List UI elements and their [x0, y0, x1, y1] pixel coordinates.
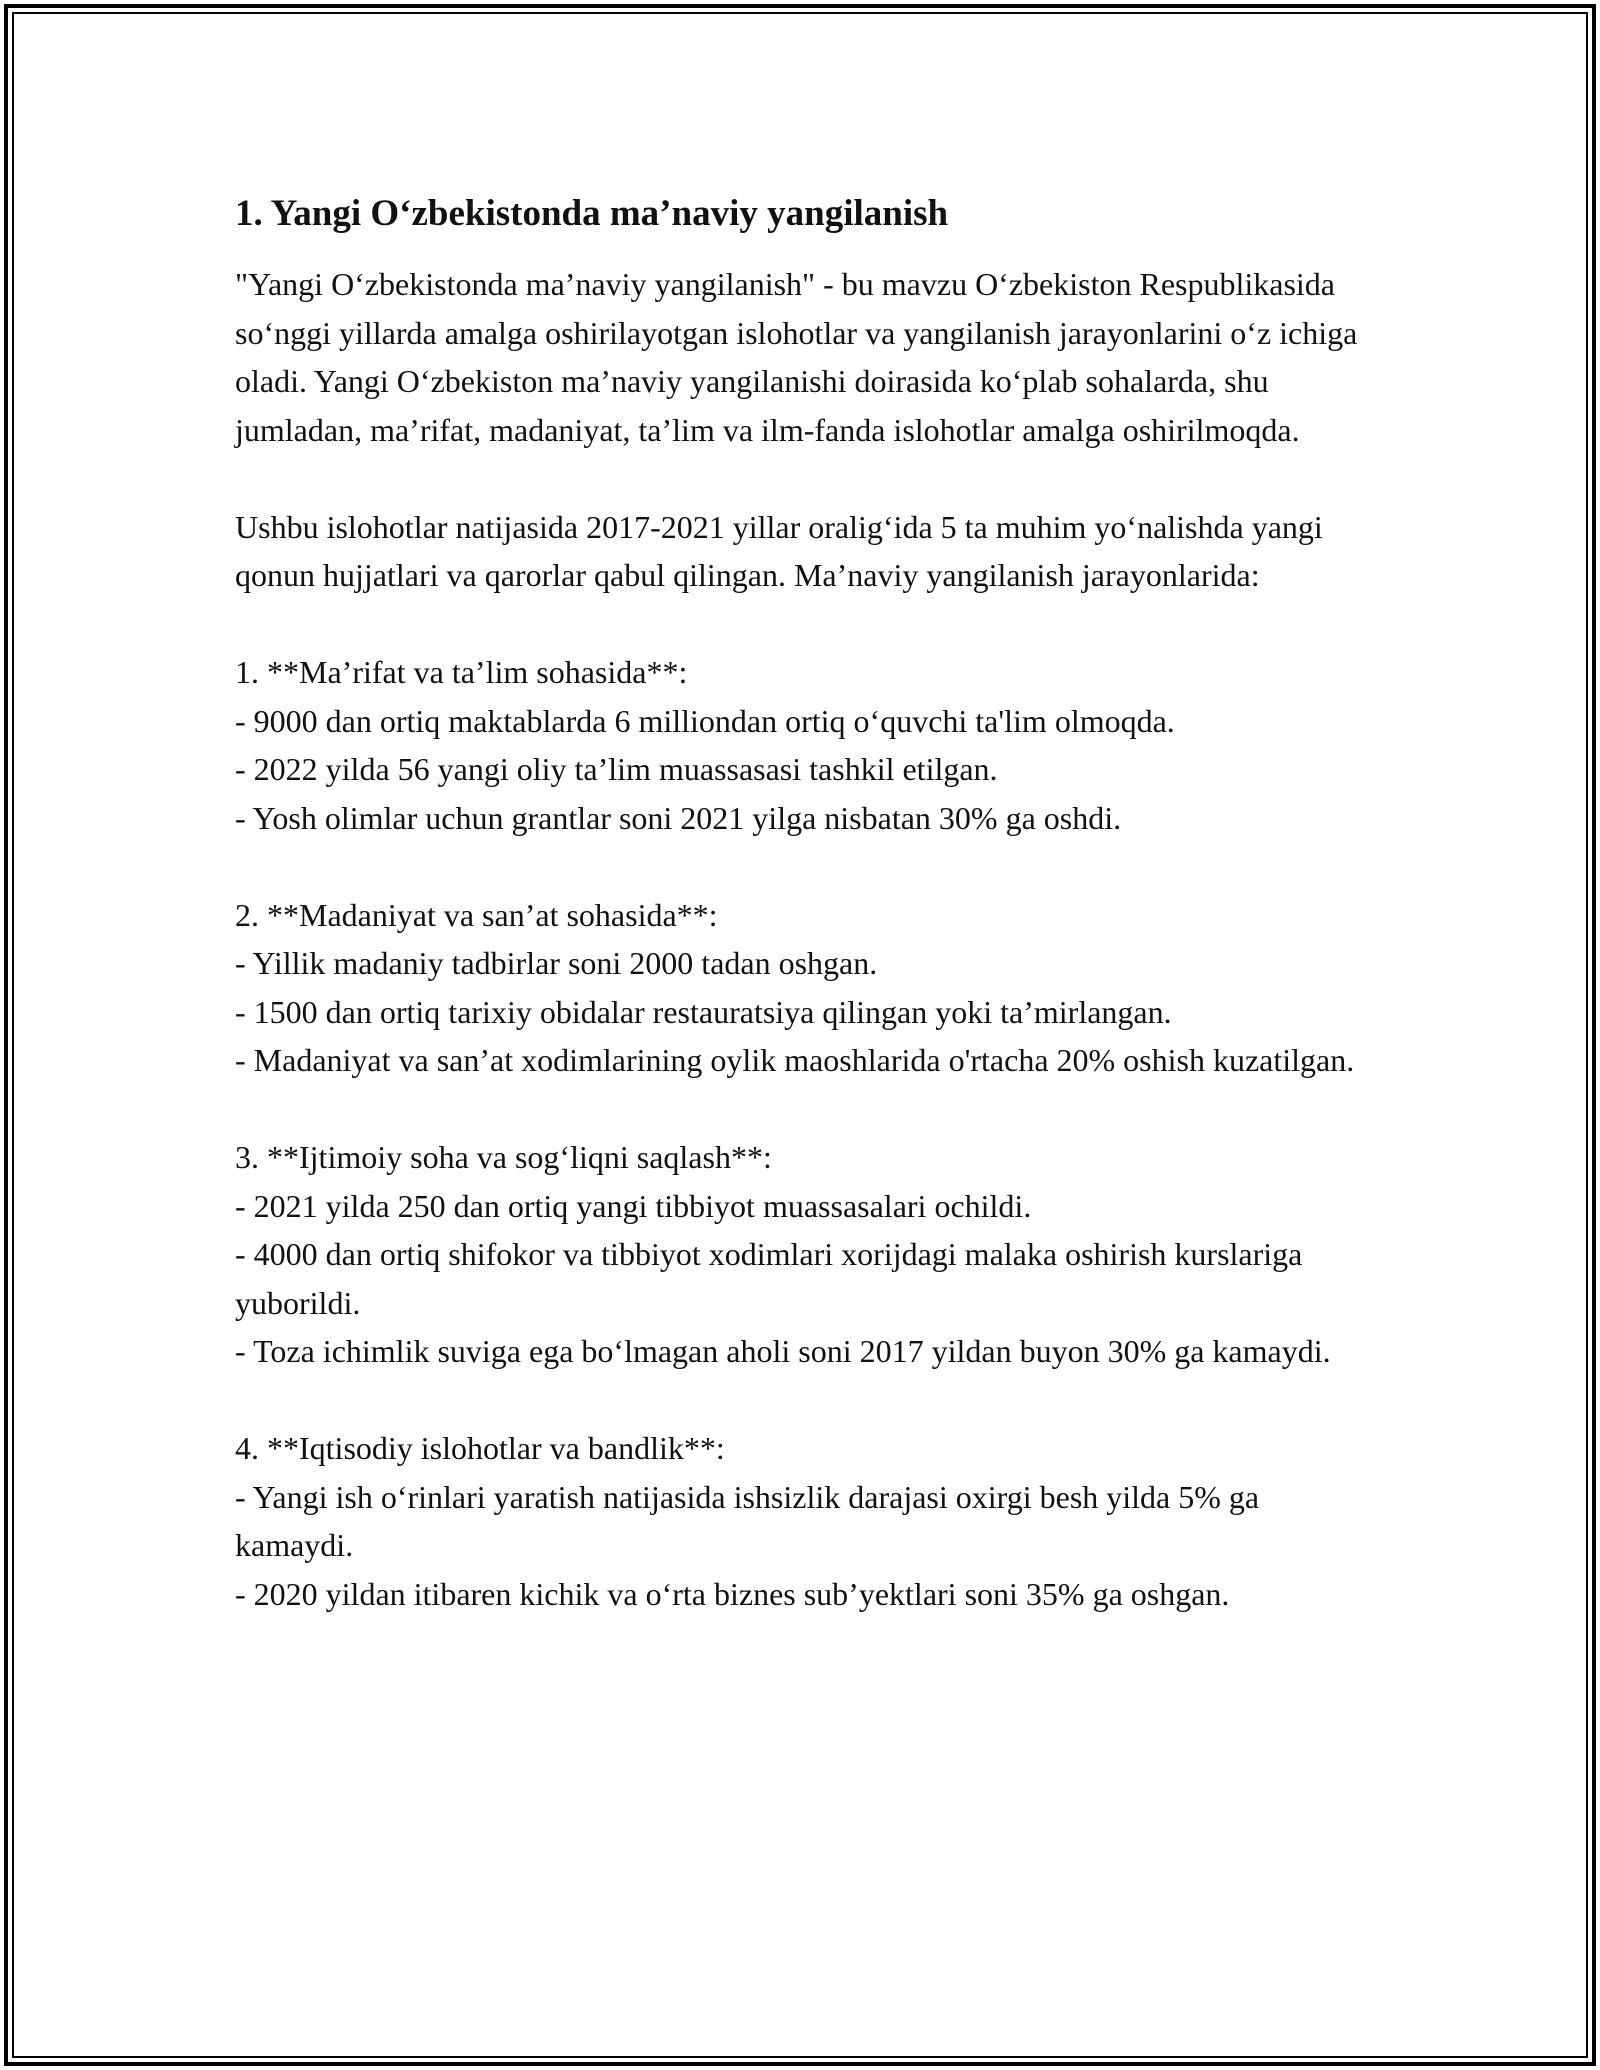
section-title: 4. **Iqtisodiy islohotlar va bandlik**:: [235, 1430, 725, 1466]
list-item: - Yillik madaniy tadbirlar soni 2000 tadan oshgan.: [235, 945, 878, 981]
document-body: [235, 186, 1375, 1618]
intro-paragraph-1: "Yangi O‘zbekistonda ma’naviy yangilanish" - bu mavzu O‘zbekiston Respublikasida so‘nggi yillarda amalga oshirilayotgan islohotlar va yangilanish jarayonlarini o‘z ichiga oladi. Yangi O‘zbekiston ma’naviy yangilanishi doirasida ko‘plab sohalarda, shu jumladan, ma’rifat, madaniyat, ta’lim va ilm-fanda islohotlar amalga oshirilmoqda.: [235, 266, 1358, 448]
list-item: - 2022 yilda 56 yangi oliy ta’lim muassasasi tashkil etilgan.: [235, 751, 998, 787]
list-item: - Madaniyat va san’at xodimlarining oylik maoshlarida o'rtacha 20% oshish kuzatilgan.: [235, 1042, 1355, 1078]
section-title: 2. **Madaniyat va san’at sohasida**:: [235, 896, 718, 933]
list-item: - 1500 dan ortiq tarixiy obidalar restauratsiya qilingan yoki ta’mirlangan.: [235, 993, 1172, 1030]
list-item: - 4000 dan ortiq shifokor va tibbiyot xodimlari xorijdagi malaka oshirish kurslariga yuborildi.: [235, 1236, 1303, 1321]
list-item: - 9000 dan ortiq maktablarda 6 milliondan ortiq o‘quvchi ta'lim olmoqda.: [235, 702, 1175, 739]
section-health: [235, 1133, 1375, 1376]
list-item: - 2021 yilda 250 dan ortiq yangi tibbiyot muassasalari ochildi.: [235, 1187, 1032, 1224]
section-culture: [235, 891, 1375, 1085]
list-item: - Yosh olimlar uchun grantlar soni 2021 yilga nisbatan 30% ga oshdi.: [235, 799, 1122, 836]
section-title: 1. **Ma’rifat va ta’lim sohasida**:: [235, 654, 688, 690]
list-item: - 2020 yildan itibaren kichik va o‘rta biznes sub’yektlari soni 35% ga oshgan.: [235, 1575, 1230, 1612]
intro-paragraph-2: Ushbu islohotlar natijasida 2017-2021 yillar oralig‘ida 5 ta muhim yo‘nalishda yangi qonun hujjatlari va qarorlar qabul qilingan. Ma’naviy yangilanish jarayonlarida:: [235, 508, 1323, 593]
section-title: 3. **Ijtimoiy soha va sog‘liqni saqlash**:: [235, 1139, 772, 1175]
section-economy: [235, 1424, 1375, 1618]
section-education: [235, 648, 1375, 842]
list-item: - Toza ichimlik suviga ega bo‘lmagan aholi soni 2017 yildan buyon 30% ga kamaydi.: [235, 1333, 1331, 1369]
list-item: - Yangi ish o‘rinlari yaratish natijasida ishsizlik darajasi oxirgi besh yilda 5% ga kamaydi.: [235, 1478, 1260, 1563]
document-heading: 1. Yangi O‘zbekistonda ma’naviy yangilanish: [235, 193, 949, 234]
